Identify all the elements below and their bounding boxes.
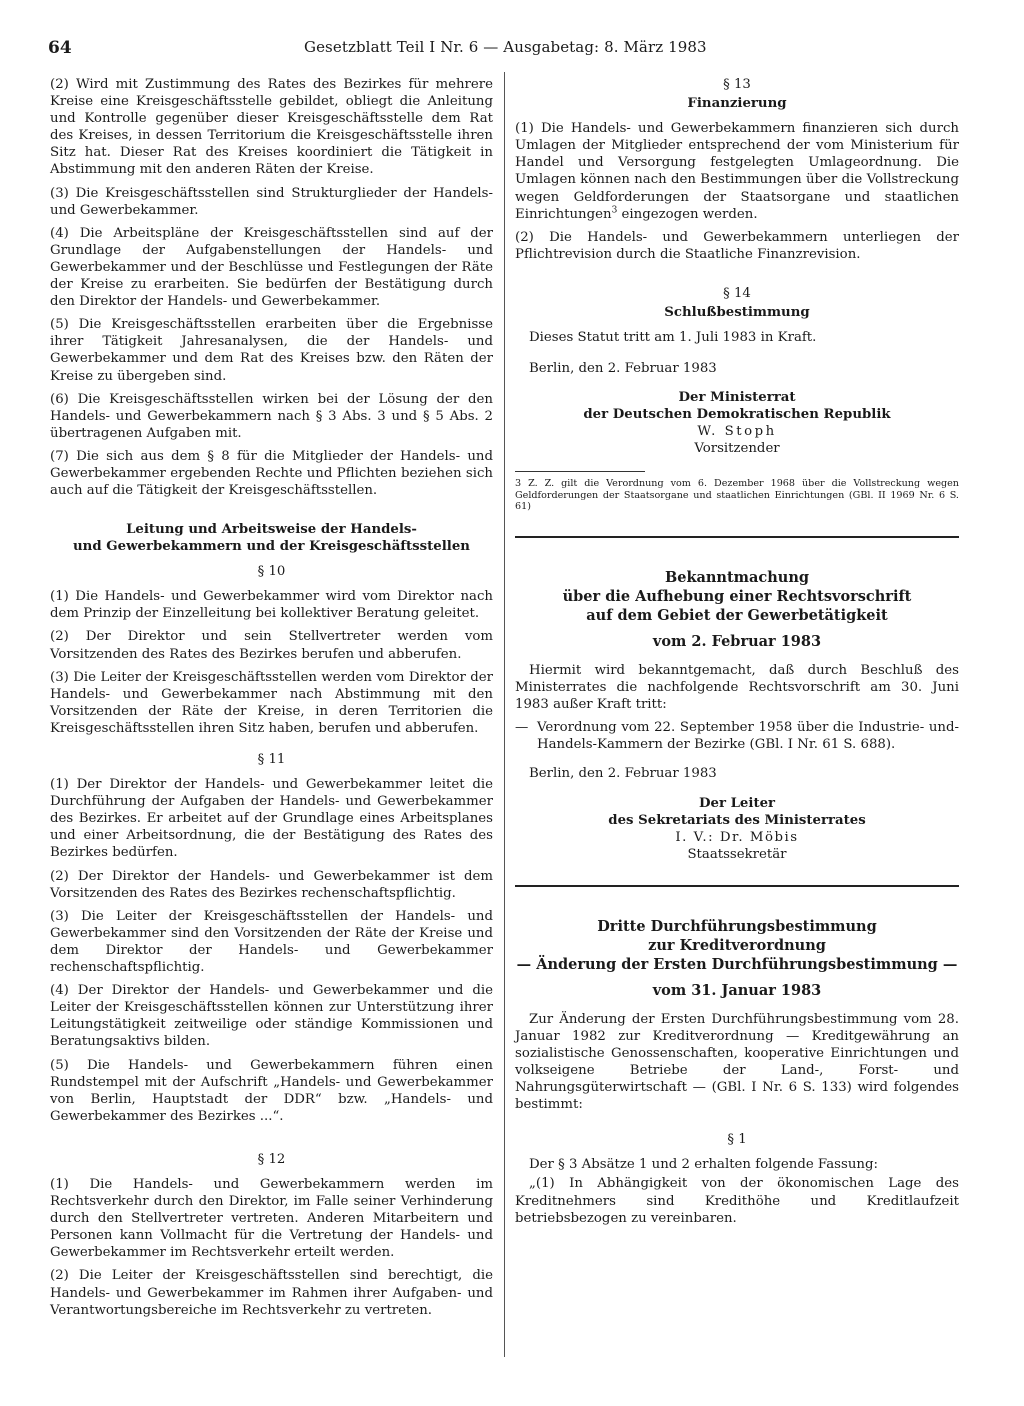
section-number: § 1 xyxy=(727,1132,747,1148)
section-separator xyxy=(515,536,959,538)
section-title: Finanzierung xyxy=(687,96,787,112)
paragraph xyxy=(515,120,959,223)
paragraph: (2) Der Direktor der Handels- und Gewerbekammer ist dem Vorsitzenden des Rates des Bezirkes rechenschaftspflichtig. xyxy=(50,868,493,901)
paragraph: (5) Die Handels- und Gewerbekammern führen einen Rundstempel mit der Aufschrift „Handels- und Gewerbekammer von Berlin, Hauptstadt der DDR“ bzw. „Handels- und Gewerbekammer des Bezirkes ...“. xyxy=(50,1057,493,1124)
paragraph: (5) Die Kreisgeschäftsstellen erarbeiten über die Ergebnisse ihrer Tätigkeit Jahresanalysen, die der Handels- und Gewerbekammer und dem Rat des Kreises bzw. den Räten der Kreise zu übergeben sind. xyxy=(50,317,493,384)
signature-org: Der Leiter xyxy=(698,795,776,811)
title-line: auf dem Gebiet der Gewerbetätigkeit xyxy=(586,606,888,624)
paragraph: (2) Wird mit Zustimmung des Rates des Bezirkes für mehrere Kreise eine Kreisgeschäftsstelle gebildet, obliegt die Anleitung und Kontrolle gegenüber dieser Kreisgeschäftsstelle dem Rat des Kreises, in dessen Territorium die Kreisgeschäftsstelle ihren Sitz hat. Dieser Rat des Kreises koordiniert die Tätigkeit in Abstimmung mit den anderen Räten der Kreise. xyxy=(50,77,493,178)
paragraph-text: (1) Die Handels- und Gewerbekammern finanzieren sich durch Umlagen der Mitglieder entsprechend der vom Ministerium für Handel und Versorgung festgelegten Umlageordnung. Die Umlagen können nach den Bestimmungen über die Vollstreckung wegen Geldforderungen der Staatsorgane und staatlichen Einrichtungen xyxy=(515,121,959,222)
left-column xyxy=(50,76,493,1325)
paragraph: (3) Die Leiter der Kreisgeschäftsstellen werden vom Direktor der Handels- und Gewerbekammer nach Abstimmung mit den Vorsitzenden der Räte der Kreise, in deren Territorien die Kreisgeschäftsstellen ihren Sitz haben, berufen und abberufen. xyxy=(50,669,493,736)
paragraph: (2) Die Leiter der Kreisgeschäftsstellen sind berechtigt, die Handels- und Gewerbekammer im Rahmen ihrer Aufgaben- und Verantwortungsbereiche im Rechtsverkehr zu vertreten. xyxy=(50,1268,493,1318)
section-heading xyxy=(50,521,493,555)
paragraph: (2) Die Handels- und Gewerbekammern unterliegen der Pflichtrevision durch die Staatliche Finanzrevision. xyxy=(515,229,959,262)
right-column xyxy=(515,76,959,1233)
title-line: über die Aufhebung einer Rechtsvorschrift xyxy=(562,587,912,605)
paragraph: (3) Die Leiter der Kreisgeschäftsstellen der Handels- und Gewerbekammer sind den Vorsitzenden der Räte der Kreise und dem Direktor der Handels- und Gewerbekammer rechenschaftspflichtig. xyxy=(50,908,493,976)
paragraph: Dieses Statut tritt am 1. Juli 1983 in Kraft. xyxy=(529,330,817,346)
section-number: § 12 xyxy=(257,1151,286,1167)
paragraph: (3) Die Kreisgeschäftsstellen sind Strukturglieder der Handels- und Gewerbekammer. xyxy=(50,185,493,218)
paragraph: (4) Die Arbeitspläne der Kreisgeschäftsstellen sind auf der Grundlage der Aufgabenstellungen der Handels- und Gewerbekammer und der Beschlüsse und Festlegungen der Räte der Kreise zu erarbeiten. Sie bedürfen der Bestätigung durch den Direktor der Handels- und Gewerbekammer. xyxy=(50,225,493,310)
announcement-date: vom 2. Februar 1983 xyxy=(652,632,822,650)
section-number: § 13 xyxy=(723,77,751,92)
paragraph: (6) Die Kreisgeschäftsstellen wirken bei der Lösung der den Handels- und Gewerbekammern nach § 3 Abs. 3 und § 5 Abs. 2 übertragenen Aufgaben mit. xyxy=(50,391,493,441)
date-line: Berlin, den 2. Februar 1983 xyxy=(529,766,717,782)
paragraph: (2) Der Direktor und sein Stellvertreter werden vom Vorsitzenden des Rates des Bezirkes berufen und abberufen. xyxy=(50,629,493,662)
section-number: § 10 xyxy=(257,564,286,580)
page-number: 64 xyxy=(48,38,72,58)
footnote: 3 Z. Z. gilt die Verordnung vom 6. Dezember 1968 über die Vollstreckung wegen Geldforderungen der Staatsorgane und staatlichen Einrichtungen (GBl. II 1969 Nr. 6 S. 61) xyxy=(515,478,959,512)
signature-org: des Sekretariats des Ministerrates xyxy=(608,812,866,828)
page-header xyxy=(48,38,968,62)
signature-org: Der Ministerrat xyxy=(678,390,796,406)
paragraph: Der § 3 Absätze 1 und 2 erhalten folgende Fassung: xyxy=(529,1157,878,1173)
column-divider xyxy=(504,72,505,1357)
signature-name: W. Stoph xyxy=(697,424,777,440)
paragraph: (1) Der Direktor der Handels- und Gewerbekammer leitet die Durchführung der Aufgaben der Handels- und Gewerbekammer des Bezirkes. Er arbeitet auf der Grundlage eines Arbeitsplanes und einer Arbeitsordnung, die der Bestätigung des Rates des Bezirkes bedürfen. xyxy=(50,777,493,861)
footnote-ref[interactable]: 3 xyxy=(611,205,618,216)
title-line: Dritte Durchführungsbestimmung xyxy=(597,917,877,935)
paragraph: (1) Die Handels- und Gewerbekammer wird vom Direktor nach dem Prinzip der Einzelleitung bei kollektiver Beratung geleitet. xyxy=(50,589,493,622)
footnote-rule xyxy=(515,471,645,472)
gazette-title: Gesetzblatt Teil I Nr. 6 — Ausgabetag: 8. März 1983 xyxy=(304,38,707,56)
regulation-date: vom 31. Januar 1983 xyxy=(652,981,822,999)
paragraph: „(1) In Abhängigkeit von der ökonomischen Lage des Kreditnehmers sind Kredithöhe und Kreditlaufzeit betriebsbezogen zu vereinbaren. xyxy=(515,1176,959,1226)
paragraph: (1) Die Handels- und Gewerbekammern werden im Rechtsverkehr durch den Direktor, im Falle seiner Verhinderung durch den Stellvertreter vertreten. Anderen Mitarbeitern und Personen kann Vollmacht für die Vertretung der Handels- und Gewerbekammer im Rechtsverkehr erteilt werden. xyxy=(50,1176,493,1261)
paragraph: Zur Änderung der Ersten Durchführungsbestimmung vom 28. Januar 1982 zur Kreditverordnung — Kreditgewährung an sozialistische Genossenschaften, kooperative Einrichtungen und volkseigene Betriebe der Land-, Forst- und Nahrungsgüterwirtschaft — (GBl. I Nr. 6 S. 133) wird folgendes bestimmt: xyxy=(515,1011,959,1113)
title-line: zur Kreditverordnung xyxy=(648,936,826,954)
announcement-title xyxy=(515,568,959,625)
signature-role: Vorsitzender xyxy=(694,441,780,457)
regulation-title xyxy=(515,917,959,974)
title-line: Bekanntmachung xyxy=(664,568,810,586)
paragraph: (4) Der Direktor der Handels- und Gewerbekammer und die Leiter der Kreisgeschäftsstellen können zur Unterstützung ihrer Leitungstätigkeit zeitweilige oder ständige Kommissionen und Beratungsaktivs bilden. xyxy=(50,983,493,1050)
paragraph-text: eingezogen werden. xyxy=(617,206,758,222)
section-separator xyxy=(515,885,959,887)
signature-role: Staatssekretär xyxy=(687,846,787,862)
paragraph: (7) Die sich aus dem § 8 für die Mitglieder der Handels- und Gewerbekammer ergebenden Rechte und Pflichten beziehen sich auch auf die Tätigkeit der Kreisgeschäftsstellen. xyxy=(50,448,493,499)
section-title: Schlußbestimmung xyxy=(664,305,810,321)
section-number: § 11 xyxy=(257,752,286,767)
section-number: § 14 xyxy=(723,285,751,301)
signature-org: der Deutschen Demokratischen Republik xyxy=(583,407,891,423)
paragraph: Hiermit wird bekanntgemacht, daß durch Beschluß des Ministerrates die nachfolgende Rechtsvorschrift am 30. Juni 1983 außer Kraft tritt: xyxy=(515,663,959,713)
list-item xyxy=(515,719,959,753)
date-line: Berlin, den 2. Februar 1983 xyxy=(529,361,717,377)
dash-marker: — xyxy=(515,720,529,736)
title-line: — Änderung der Ersten Durchführungsbestimmung — xyxy=(516,955,958,973)
heading-line: und Gewerbekammern und der Kreisgeschäftsstellen xyxy=(73,539,470,555)
list-item-text: Verordnung vom 22. September 1958 über die Industrie- und-Handels-Kammern der Bezirke (GBl. I Nr. 61 S. 688). xyxy=(537,720,959,753)
heading-line: Leitung und Arbeitsweise der Handels- xyxy=(126,522,417,538)
signature-name: I. V.: Dr. Möbis xyxy=(675,829,799,845)
